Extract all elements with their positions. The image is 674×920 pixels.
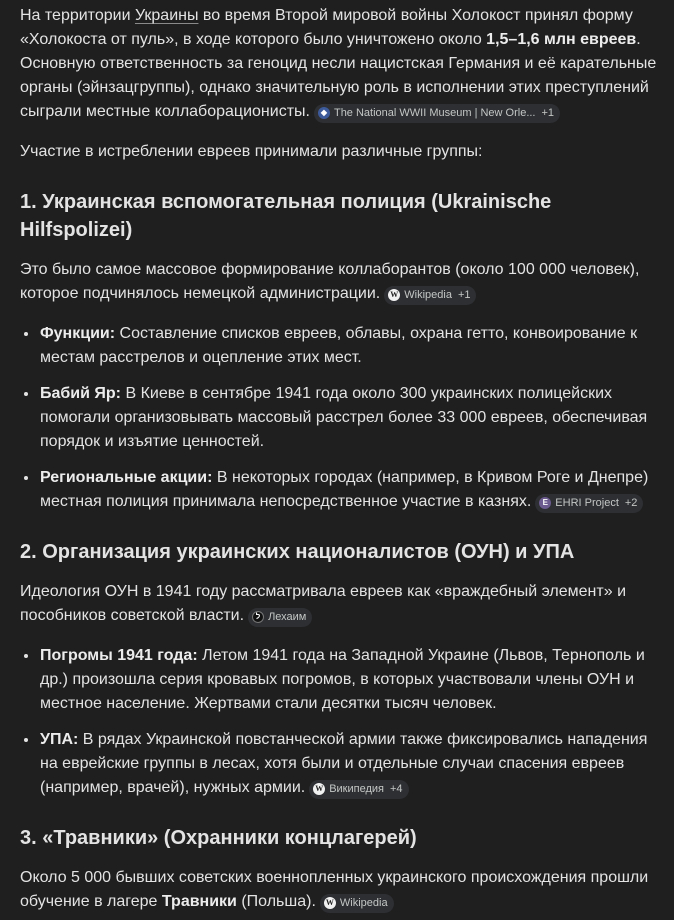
section-heading-3: 3. «Травники» (Охранники концлагерей) — [20, 827, 417, 849]
list-item — [39, 728, 668, 800]
source-chip-wikipedia-2[interactable] — [320, 894, 394, 913]
intro-text-1: На территории — [20, 7, 135, 24]
section2-text: Идеология ОУН в 1941 году рассматривала евреев как «враждебный элемент» и пособников советской власти. — [20, 583, 626, 624]
section3-text-1: Около 5 000 бывших советских военнопленных украинского происхождения прошли обучение в лагере — [20, 869, 649, 910]
list-item-text: Составление списков евреев, облавы, охрана гетто, конвоирование к местам расстрелов и оцепление этих мест. — [40, 325, 638, 366]
intro-bold: 1,5–1,6 млн евреев — [486, 31, 637, 48]
source-chip-count: +1 — [541, 106, 555, 119]
intro-text-3: . Основную ответственность за геноцид несли нацистская Германия и её карательные органы (эйнзацгруппы), однако значительную роль в исполнении этих преступлений сыграли местные коллаборационисты. — [20, 31, 657, 120]
source-chip-count: +2 — [624, 496, 638, 509]
source-chip-museum[interactable] — [314, 104, 560, 123]
list-item — [39, 322, 668, 370]
section3-paragraph — [20, 866, 668, 914]
list-item-text: Летом 1941 года на Западной Украине (Львов, Тернополь и др.) произошла серия кровавых погромов, в которых участвовали члены ОУН и местное население. Жертвами стали десятки тысяч человек. — [40, 647, 645, 712]
section1-text: Это было самое массовое формирование коллаборантов (около 100 000 человек), которое подчинялось немецкой администрации. — [20, 261, 640, 302]
list-item-title: Функции: — [40, 325, 116, 342]
source-chip-label: Википедия — [329, 782, 384, 795]
list-item — [39, 382, 668, 454]
source-chip-label: Wikipedia — [404, 288, 452, 301]
source-chip-label: Wikipedia — [339, 896, 388, 909]
source-chip-wikipedia-ru[interactable] — [309, 780, 408, 799]
section1-list — [20, 322, 668, 514]
list-item-title: Бабий Яр: — [40, 385, 121, 402]
list-item-text: В Киеве в сентябре 1941 года около 300 украинских полицейских помогали организовывать массовый расстрел более 33 000 евреев, обеспечивая порядок и изъятие ценностей. — [40, 385, 648, 450]
section2-paragraph — [20, 580, 668, 628]
wikipedia-icon: W — [315, 784, 324, 793]
lead-paragraph: Участие в истреблении евреев принимали различные группы: — [20, 143, 483, 160]
list-item-title: Региональные акции: — [40, 469, 213, 486]
intro-text-2: во время Второй мировой войны Холокост принял форму «Холокоста от пуль», в ходе которого было уничтожено около — [20, 7, 633, 48]
list-item — [39, 644, 668, 716]
list-item-text: В некоторых городах (например, в Кривом Роге и Днепре) местная полиция принимала непосредственное участие в казнях. — [40, 469, 649, 510]
list-item — [39, 466, 668, 514]
source-chip-ehri[interactable] — [535, 494, 643, 513]
lechaim-icon: ל — [252, 611, 264, 623]
list-item-title: УПА: — [40, 731, 79, 748]
wikipedia-icon: W — [390, 290, 399, 299]
wikipedia-icon: W — [325, 898, 334, 907]
source-chip-count: +1 — [457, 288, 471, 301]
source-chip-label: EHRI Project — [555, 496, 619, 509]
museum-icon: ◆ — [318, 107, 330, 119]
intro-paragraph — [20, 4, 668, 124]
source-chip-label: Лехаим — [268, 610, 307, 623]
section3-bold: Травники — [161, 893, 237, 910]
source-chip-wikipedia[interactable] — [384, 286, 476, 305]
ukraine-link[interactable]: Украины — [134, 7, 199, 24]
source-chip-lechaim[interactable] — [248, 608, 312, 627]
section1-paragraph — [20, 258, 668, 306]
source-chip-label: The National WWII Museum | New Orle... — [333, 106, 536, 119]
list-item-title: Погромы 1941 года: — [40, 647, 198, 664]
section-heading-1: 1. Украинская вспомогательная полиция (Ukrainische Hilfspolizei) — [20, 191, 552, 241]
section2-list — [20, 644, 668, 800]
section-heading-2: 2. Организация украинских националистов (ОУН) и УПА — [20, 541, 575, 563]
list-item-text: В рядах Украинской повстанческой армии также фиксировались нападения на еврейские группы в лесах, хотя были и отдельные случаи спасения евреев (например, врачей), нужных армии. — [40, 731, 648, 796]
source-chip-count: +4 — [390, 782, 403, 795]
section3-text-2: (Польша). — [236, 893, 316, 910]
ehri-icon: E — [539, 497, 551, 509]
